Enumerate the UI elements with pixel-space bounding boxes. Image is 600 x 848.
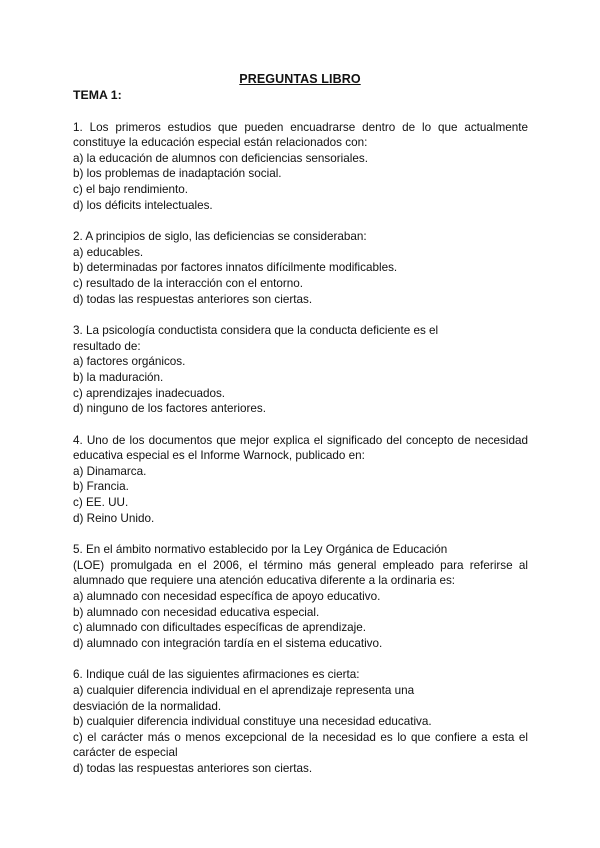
document-title: PREGUNTAS LIBRO <box>239 72 361 86</box>
question-stem-line: resultado de: <box>73 339 141 353</box>
answer-option-c: c) resultado de la interacción con el entorno. <box>73 276 303 290</box>
answer-option-c: c) el bajo rendimiento. <box>73 182 188 196</box>
answer-option-line: desviación de la normalidad. <box>73 699 222 713</box>
answer-option-b: b) alumnado con necesidad educativa especial. <box>73 605 320 619</box>
answer-option-b: b) Francia. <box>73 480 129 494</box>
document-body <box>73 88 528 777</box>
answer-option-a: a) la educación de alumnos con deficiencias sensoriales. <box>73 151 368 165</box>
question-stem <box>73 323 528 354</box>
answer-option-b: b) determinadas por factores innatos difícilmente modificables. <box>73 261 398 275</box>
answer-option-a: a) alumnado con necesidad específica de apoyo educativo. <box>73 590 381 604</box>
answer-option-c: c) el carácter más o menos excepcional de la necesidad es lo que confiere a esta el carácter de especial <box>73 730 528 760</box>
answer-option-c: c) aprendizajes inadecuados. <box>73 386 226 400</box>
question-6 <box>73 667 528 776</box>
question-1 <box>73 120 528 214</box>
answer-option-d: d) todas las respuestas anteriores son ciertas. <box>73 761 313 775</box>
answer-option-d: d) los déficits intelectuales. <box>73 198 213 212</box>
answer-option-d: d) Reino Unido. <box>73 511 155 525</box>
answer-option-b: b) cualquier diferencia individual constituye una necesidad educativa. <box>73 715 432 729</box>
answer-option-d: d) alumnado con integración tardía en el sistema educativo. <box>73 636 383 650</box>
question-stem: 6. Indique cuál de las siguientes afirmaciones es cierta: <box>73 668 360 682</box>
question-stem-line: 5. En el ámbito normativo establecido por la Ley Orgánica de Educación <box>73 543 448 557</box>
answer-option-a: a) factores orgánicos. <box>73 355 186 369</box>
question-stem-line: 3. La psicología conductista considera que la conducta deficiente es el <box>73 324 439 338</box>
question-3 <box>73 323 528 417</box>
answer-option-a: a) educables. <box>73 245 144 259</box>
question-stem: 4. Uno de los documentos que mejor explica el significado del concepto de necesidad educativa especial es el Informe Warnock, publicado en: <box>73 433 528 463</box>
answer-option-a: a) Dinamarca. <box>73 464 147 478</box>
question-stem: 2. A principios de siglo, las deficiencias se consideraban: <box>73 230 367 244</box>
answer-option-a <box>73 683 528 714</box>
answer-option-b: b) la maduración. <box>73 370 164 384</box>
question-4 <box>73 433 528 527</box>
question-stem-line: (LOE) promulgada en el 2006, el término más general empleado para referirse al alumnado que requiere una atención educativa diferente a la ordinaria es: <box>73 558 528 588</box>
section-title: TEMA 1: <box>73 88 122 102</box>
answer-option-c: c) EE. UU. <box>73 496 129 510</box>
answer-option-b: b) los problemas de inadaptación social. <box>73 167 282 181</box>
answer-option-d: d) ninguno de los factores anteriores. <box>73 402 266 416</box>
question-stem: 1. Los primeros estudios que pueden encuadrarse dentro de lo que actualmente constituye la educación especial están relacionados con: <box>73 120 528 150</box>
question-5 <box>73 542 528 651</box>
question-stem <box>73 542 528 589</box>
answer-option-c: c) alumnado con dificultades específicas de aprendizaje. <box>73 621 367 635</box>
answer-option-d: d) todas las respuestas anteriores son ciertas. <box>73 292 313 306</box>
question-2 <box>73 229 528 307</box>
answer-option-line: a) cualquier diferencia individual en el aprendizaje representa una <box>73 684 415 697</box>
